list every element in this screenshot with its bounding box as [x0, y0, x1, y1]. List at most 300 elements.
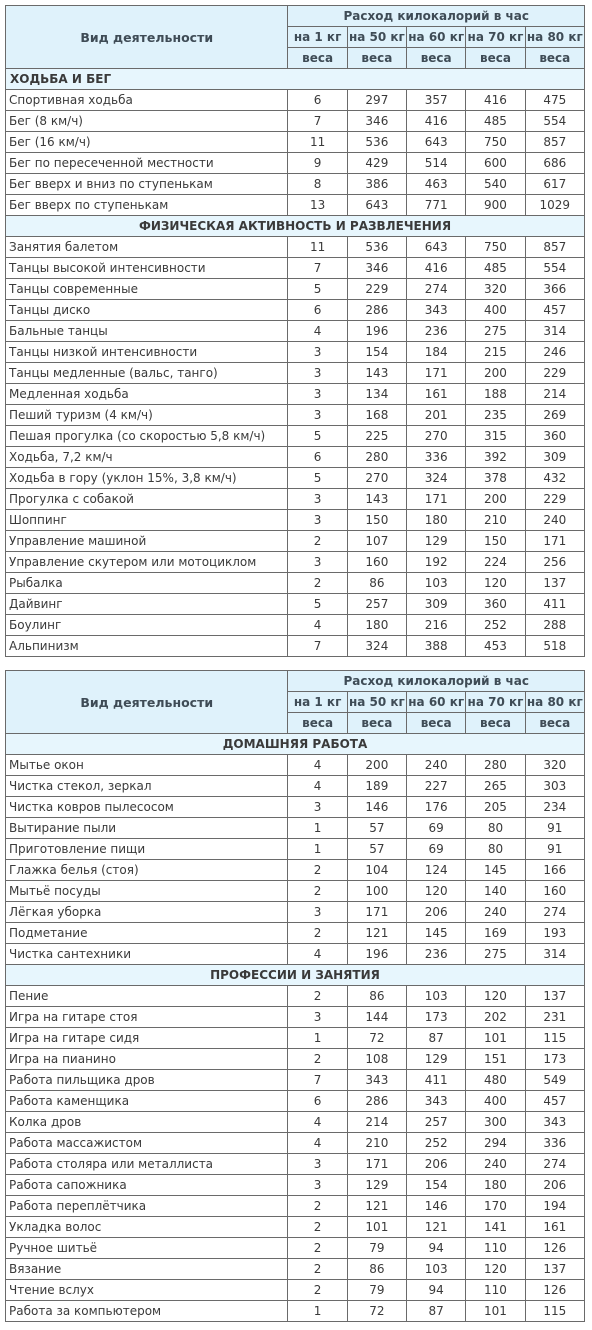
kcal-value: 200: [466, 489, 525, 510]
kcal-value: 169: [466, 923, 525, 944]
kcal-value: 643: [407, 237, 466, 258]
kcal-value: 643: [347, 195, 406, 216]
kcal-value: 188: [466, 384, 525, 405]
activity-name: Боулинг: [6, 615, 288, 636]
kcal-value: 137: [525, 573, 584, 594]
kcal-value: 416: [407, 111, 466, 132]
kcal-value: 101: [466, 1301, 525, 1322]
table-row: [6, 342, 585, 363]
weight-column-header: на 1 кг: [288, 692, 347, 713]
kcal-value: 309: [407, 594, 466, 615]
kcal-value: 7: [288, 258, 347, 279]
kcal-value: 146: [347, 797, 406, 818]
kcal-value: 101: [347, 1217, 406, 1238]
activity-name: Глажка белья (стоя): [6, 860, 288, 881]
kcal-value: 86: [347, 573, 406, 594]
table-row: [6, 1028, 585, 1049]
kcal-value: 463: [407, 174, 466, 195]
kcal-value: 286: [347, 1091, 406, 1112]
kcal-value: 180: [466, 1175, 525, 1196]
weight-column-header: на 80 кг: [525, 27, 584, 48]
kcal-value: 309: [525, 447, 584, 468]
table-row: [6, 510, 585, 531]
kcal-value: 320: [525, 755, 584, 776]
activity-name: Работа переплётчика: [6, 1196, 288, 1217]
activity-name: Занятия балетом: [6, 237, 288, 258]
kcal-value: 252: [466, 615, 525, 636]
kcal-value: 86: [347, 1259, 406, 1280]
activity-name: Управление скутером или мотоциклом: [6, 552, 288, 573]
kcal-value: 121: [347, 1196, 406, 1217]
calorie-table-1: [5, 5, 585, 657]
kcal-value: 324: [347, 636, 406, 657]
kcal-value: 171: [347, 902, 406, 923]
kcal-value: 151: [466, 1049, 525, 1070]
kcal-value: 3: [288, 1175, 347, 1196]
kcal-value: 366: [525, 279, 584, 300]
kcal-value: 416: [407, 258, 466, 279]
kcal-value: 129: [347, 1175, 406, 1196]
table-row: [6, 1112, 585, 1133]
kcal-value: 206: [407, 1154, 466, 1175]
weight-column-unit: веса: [407, 713, 466, 734]
section-title: ДОМАШНЯЯ РАБОТА: [6, 734, 585, 755]
kcal-value: 4: [288, 944, 347, 965]
table-row: [6, 986, 585, 1007]
kcal-value: 3: [288, 902, 347, 923]
kcal-value: 69: [407, 839, 466, 860]
table-row: [6, 531, 585, 552]
weight-column-header: на 50 кг: [347, 692, 406, 713]
activity-name: Мытьё посуды: [6, 881, 288, 902]
activity-name: Ходьба, 7,2 км/ч: [6, 447, 288, 468]
kcal-value: 3: [288, 1007, 347, 1028]
table-row: [6, 258, 585, 279]
table-row: [6, 300, 585, 321]
kcal-value: 549: [525, 1070, 584, 1091]
kcal-value: 229: [525, 363, 584, 384]
kcal-value: 257: [347, 594, 406, 615]
kcal-value: 145: [466, 860, 525, 881]
activity-name: Игра на гитаре сидя: [6, 1028, 288, 1049]
kcal-value: 400: [466, 1091, 525, 1112]
weight-column-unit: веса: [347, 48, 406, 69]
kcal-value: 13: [288, 195, 347, 216]
kcal-value: 150: [347, 510, 406, 531]
table-row: [6, 384, 585, 405]
section-title: ПРОФЕССИИ И ЗАНЯТИЯ: [6, 965, 585, 986]
table-row: [6, 1070, 585, 1091]
kcal-value: 206: [525, 1175, 584, 1196]
kcal-value: 536: [347, 237, 406, 258]
kcal-value: 2: [288, 1049, 347, 1070]
weight-column-header: на 60 кг: [407, 692, 466, 713]
table-row: [6, 594, 585, 615]
kcal-value: 110: [466, 1238, 525, 1259]
kcal-value: 115: [525, 1301, 584, 1322]
kcal-value: 8: [288, 174, 347, 195]
activity-name: Шоппинг: [6, 510, 288, 531]
activity-name: Вытирание пыли: [6, 818, 288, 839]
kcal-value: 5: [288, 468, 347, 489]
kcal-value: 270: [347, 468, 406, 489]
table-header: [6, 671, 585, 734]
kcal-value: 320: [466, 279, 525, 300]
kcal-value: 343: [347, 1070, 406, 1091]
weight-column-header: на 70 кг: [466, 27, 525, 48]
kcal-value: 6: [288, 447, 347, 468]
kcal-value: 161: [407, 384, 466, 405]
kcal-value: 2: [288, 1259, 347, 1280]
table-row: [6, 426, 585, 447]
activity-name: Вязание: [6, 1259, 288, 1280]
table-row: [6, 636, 585, 657]
kcal-value: 246: [525, 342, 584, 363]
table-row: [6, 923, 585, 944]
kcal-value: 240: [407, 755, 466, 776]
kcal-value: 750: [466, 237, 525, 258]
table-row: [6, 1259, 585, 1280]
table-row: [6, 1280, 585, 1301]
kcal-value: 240: [466, 1154, 525, 1175]
kcal-value: 234: [525, 797, 584, 818]
kcal-value: 3: [288, 510, 347, 531]
kcal-value: 3: [288, 552, 347, 573]
section-title: ФИЗИЧЕСКАЯ АКТИВНОСТЬ И РАЗВЛЕЧЕНИЯ: [6, 216, 585, 237]
kcal-value: 180: [347, 615, 406, 636]
kcal-value: 297: [347, 90, 406, 111]
kcal-value: 5: [288, 279, 347, 300]
kcal-value: 171: [407, 489, 466, 510]
kcal-value: 485: [466, 258, 525, 279]
activity-name: Рыбалка: [6, 573, 288, 594]
kcal-value: 686: [525, 153, 584, 174]
activity-name: Дайвинг: [6, 594, 288, 615]
calorie-table: [5, 5, 585, 657]
kcal-value: 256: [525, 552, 584, 573]
activity-column-header: Вид деятельности: [6, 671, 288, 734]
kcal-value: 126: [525, 1280, 584, 1301]
kcal-value: 115: [525, 1028, 584, 1049]
kcal-value: 214: [525, 384, 584, 405]
kcal-value: 108: [347, 1049, 406, 1070]
activity-name: Игра на пианино: [6, 1049, 288, 1070]
kcal-value: 2: [288, 881, 347, 902]
kcal-value: 210: [347, 1133, 406, 1154]
weight-column-unit: веса: [347, 713, 406, 734]
kcal-value: 294: [466, 1133, 525, 1154]
kcal-value: 411: [407, 1070, 466, 1091]
table-row: [6, 615, 585, 636]
calories-group-header: Расход килокалорий в час: [288, 671, 585, 692]
kcal-value: 343: [525, 1112, 584, 1133]
activity-name: Бег вверх по ступенькам: [6, 195, 288, 216]
weight-column-header: на 50 кг: [347, 27, 406, 48]
weight-column-header: на 60 кг: [407, 27, 466, 48]
kcal-value: 388: [407, 636, 466, 657]
kcal-value: 1: [288, 818, 347, 839]
table-row: [6, 174, 585, 195]
kcal-value: 140: [466, 881, 525, 902]
kcal-value: 189: [347, 776, 406, 797]
kcal-value: 57: [347, 818, 406, 839]
kcal-value: 336: [525, 1133, 584, 1154]
table-row: [6, 902, 585, 923]
table-row: [6, 755, 585, 776]
kcal-value: 154: [347, 342, 406, 363]
kcal-value: 275: [466, 321, 525, 342]
table-row: [6, 132, 585, 153]
table-row: [6, 1133, 585, 1154]
kcal-value: 192: [407, 552, 466, 573]
kcal-value: 7: [288, 1070, 347, 1091]
activity-name: Работа столяра или металлиста: [6, 1154, 288, 1175]
kcal-value: 202: [466, 1007, 525, 1028]
kcal-value: 536: [347, 132, 406, 153]
kcal-value: 126: [525, 1238, 584, 1259]
activity-name: Танцы диско: [6, 300, 288, 321]
kcal-value: 9: [288, 153, 347, 174]
kcal-value: 392: [466, 447, 525, 468]
kcal-value: 69: [407, 818, 466, 839]
kcal-value: 314: [525, 944, 584, 965]
calorie-table-2: [5, 670, 585, 1322]
kcal-value: 101: [466, 1028, 525, 1049]
kcal-value: 196: [347, 944, 406, 965]
kcal-value: 280: [347, 447, 406, 468]
kcal-value: 1: [288, 1028, 347, 1049]
activity-name: Бег вверх и вниз по ступенькам: [6, 174, 288, 195]
section-row: [6, 734, 585, 755]
activity-name: Пеший туризм (4 км/ч): [6, 405, 288, 426]
kcal-value: 343: [407, 300, 466, 321]
table-row: [6, 860, 585, 881]
kcal-value: 161: [525, 1217, 584, 1238]
table-row: [6, 468, 585, 489]
kcal-value: 288: [525, 615, 584, 636]
activity-name: Танцы современные: [6, 279, 288, 300]
kcal-value: 3: [288, 384, 347, 405]
kcal-value: 210: [466, 510, 525, 531]
weight-column-header: на 80 кг: [525, 692, 584, 713]
kcal-value: 229: [347, 279, 406, 300]
kcal-value: 3: [288, 489, 347, 510]
table-row: [6, 1154, 585, 1175]
kcal-value: 269: [525, 405, 584, 426]
kcal-value: 453: [466, 636, 525, 657]
kcal-value: 87: [407, 1028, 466, 1049]
table-row: [6, 90, 585, 111]
kcal-value: 184: [407, 342, 466, 363]
table-row: [6, 1196, 585, 1217]
kcal-value: 194: [525, 1196, 584, 1217]
kcal-value: 94: [407, 1280, 466, 1301]
kcal-value: 432: [525, 468, 584, 489]
kcal-value: 154: [407, 1175, 466, 1196]
kcal-value: 1029: [525, 195, 584, 216]
table-row: [6, 797, 585, 818]
kcal-value: 554: [525, 258, 584, 279]
kcal-value: 80: [466, 818, 525, 839]
kcal-value: 143: [347, 489, 406, 510]
kcal-value: 265: [466, 776, 525, 797]
kcal-value: 324: [407, 468, 466, 489]
kcal-value: 2: [288, 923, 347, 944]
kcal-value: 214: [347, 1112, 406, 1133]
kcal-value: 2: [288, 986, 347, 1007]
kcal-value: 171: [347, 1154, 406, 1175]
kcal-value: 643: [407, 132, 466, 153]
kcal-value: 554: [525, 111, 584, 132]
kcal-value: 236: [407, 321, 466, 342]
activity-name: Подметание: [6, 923, 288, 944]
kcal-value: 3: [288, 342, 347, 363]
kcal-value: 104: [347, 860, 406, 881]
kcal-value: 274: [525, 902, 584, 923]
weight-column-unit: веса: [466, 48, 525, 69]
activity-name: Работа за компьютером: [6, 1301, 288, 1322]
kcal-value: 11: [288, 237, 347, 258]
kcal-value: 4: [288, 615, 347, 636]
activity-name: Бег по пересеченной местности: [6, 153, 288, 174]
kcal-value: 4: [288, 755, 347, 776]
table-header: [6, 6, 585, 69]
kcal-value: 252: [407, 1133, 466, 1154]
kcal-value: 240: [525, 510, 584, 531]
kcal-value: 400: [466, 300, 525, 321]
activity-name: Медленная ходьба: [6, 384, 288, 405]
table-row: [6, 1007, 585, 1028]
activity-name: Чистка ковров пылесосом: [6, 797, 288, 818]
kcal-value: 274: [407, 279, 466, 300]
kcal-value: 229: [525, 489, 584, 510]
table-row: [6, 1238, 585, 1259]
kcal-value: 857: [525, 132, 584, 153]
kcal-value: 5: [288, 594, 347, 615]
kcal-value: 11: [288, 132, 347, 153]
kcal-value: 196: [347, 321, 406, 342]
kcal-value: 205: [466, 797, 525, 818]
kcal-value: 750: [466, 132, 525, 153]
kcal-value: 2: [288, 573, 347, 594]
kcal-value: 1: [288, 1301, 347, 1322]
kcal-value: 120: [466, 573, 525, 594]
kcal-value: 193: [525, 923, 584, 944]
kcal-value: 771: [407, 195, 466, 216]
kcal-value: 200: [347, 755, 406, 776]
kcal-value: 235: [466, 405, 525, 426]
table-row: [6, 153, 585, 174]
activity-name: Ручное шитьё: [6, 1238, 288, 1259]
activity-name: Работа сапожника: [6, 1175, 288, 1196]
table-row: [6, 321, 585, 342]
table-row: [6, 944, 585, 965]
kcal-value: 457: [525, 300, 584, 321]
activity-name: Пешая прогулка (со скоростью 5,8 км/ч): [6, 426, 288, 447]
kcal-value: 200: [466, 363, 525, 384]
kcal-value: 72: [347, 1028, 406, 1049]
kcal-value: 57: [347, 839, 406, 860]
kcal-value: 80: [466, 839, 525, 860]
table-row: [6, 552, 585, 573]
calories-group-header: Расход килокалорий в час: [288, 6, 585, 27]
activity-name: Чтение вслух: [6, 1280, 288, 1301]
table-row: [6, 881, 585, 902]
kcal-value: 160: [347, 552, 406, 573]
activity-name: Укладка волос: [6, 1217, 288, 1238]
activity-name: Спортивная ходьба: [6, 90, 288, 111]
kcal-value: 100: [347, 881, 406, 902]
weight-column-unit: веса: [525, 713, 584, 734]
activity-column-header: Вид деятельности: [6, 6, 288, 69]
kcal-value: 129: [407, 1049, 466, 1070]
kcal-value: 173: [525, 1049, 584, 1070]
weight-column-header: на 1 кг: [288, 27, 347, 48]
weight-column-unit: веса: [288, 713, 347, 734]
kcal-value: 485: [466, 111, 525, 132]
weight-column-header: на 70 кг: [466, 692, 525, 713]
kcal-value: 900: [466, 195, 525, 216]
activity-name: Ходьба в гору (уклон 15%, 3,8 км/ч): [6, 468, 288, 489]
kcal-value: 236: [407, 944, 466, 965]
kcal-value: 280: [466, 755, 525, 776]
activity-name: Танцы медленные (вальс, танго): [6, 363, 288, 384]
activity-name: Лёгкая уборка: [6, 902, 288, 923]
weight-column-unit: веса: [525, 48, 584, 69]
table-row: [6, 489, 585, 510]
activity-name: Бег (16 км/ч): [6, 132, 288, 153]
kcal-value: 231: [525, 1007, 584, 1028]
kcal-value: 107: [347, 531, 406, 552]
kcal-value: 120: [466, 986, 525, 1007]
kcal-value: 3: [288, 1154, 347, 1175]
kcal-value: 275: [466, 944, 525, 965]
table-row: [6, 405, 585, 426]
kcal-value: 3: [288, 363, 347, 384]
kcal-value: 103: [407, 1259, 466, 1280]
kcal-value: 146: [407, 1196, 466, 1217]
table-row: [6, 776, 585, 797]
weight-column-unit: веса: [288, 48, 347, 69]
kcal-value: 540: [466, 174, 525, 195]
kcal-value: 4: [288, 1133, 347, 1154]
kcal-value: 201: [407, 405, 466, 426]
kcal-value: 416: [466, 90, 525, 111]
kcal-value: 346: [347, 258, 406, 279]
activity-name: Альпинизм: [6, 636, 288, 657]
kcal-value: 171: [525, 531, 584, 552]
kcal-value: 7: [288, 111, 347, 132]
kcal-value: 143: [347, 363, 406, 384]
activity-name: Бег (8 км/ч): [6, 111, 288, 132]
kcal-value: 91: [525, 818, 584, 839]
kcal-value: 103: [407, 986, 466, 1007]
kcal-value: 518: [525, 636, 584, 657]
kcal-value: 360: [466, 594, 525, 615]
kcal-value: 2: [288, 1196, 347, 1217]
table-row: [6, 1175, 585, 1196]
kcal-value: 2: [288, 1238, 347, 1259]
kcal-value: 94: [407, 1238, 466, 1259]
kcal-value: 3: [288, 797, 347, 818]
kcal-value: 429: [347, 153, 406, 174]
table-row: [6, 839, 585, 860]
kcal-value: 103: [407, 573, 466, 594]
kcal-value: 360: [525, 426, 584, 447]
activity-name: Пение: [6, 986, 288, 1007]
activity-name: Работа массажистом: [6, 1133, 288, 1154]
section-row: [6, 965, 585, 986]
